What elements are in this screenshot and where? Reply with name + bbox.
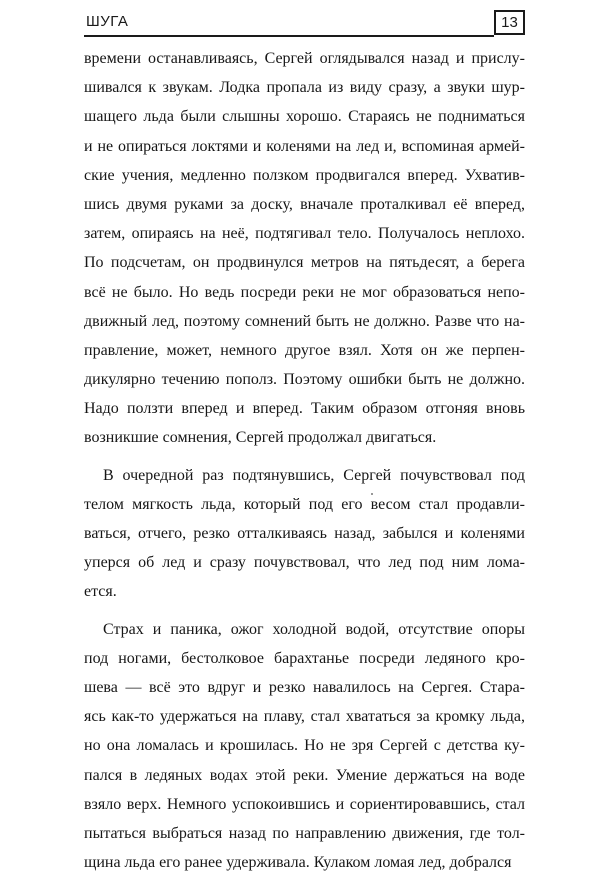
text-line: времени останавливаясь, Сергей оглядывался назад и прислу- bbox=[84, 50, 525, 67]
text-line: По подсчетам, он продвинулся метров на пятьдесят, а берега bbox=[84, 254, 525, 272]
text-line: всё не было. Но ведь посреди реки не мог образоваться непо- bbox=[84, 283, 525, 301]
scan-speck bbox=[371, 493, 373, 495]
text-line: шивался к звукам. Лодка пропала из виду сразу, а звуки шур- bbox=[84, 79, 525, 97]
header-rule bbox=[84, 35, 494, 37]
text-line: шись двумя руками за доску, вначале проталкивал её вперед, bbox=[84, 195, 525, 213]
text-line: под ногами, бестолковое барахтанье посреди ледяного кро- bbox=[84, 649, 525, 667]
text-line: Страх и паника, ожог холодной водой, отсутствие опоры bbox=[103, 620, 525, 638]
text-line: возникшие сомнения, Сергей продолжал двигаться. bbox=[84, 429, 437, 447]
text-line: щина льда его ранее удерживала. Кулаком ломая лед, добрался bbox=[84, 854, 512, 872]
text-line: телом мягкость льда, который под его весом стал продавли- bbox=[84, 495, 525, 513]
text-line: взяло верх. Немного успокоившись и сориентировавшись, стал bbox=[84, 795, 525, 813]
text-line: Надо ползти вперед и вперед. Таким образом отгоняя вновь bbox=[84, 400, 525, 418]
text-line: шащего льда были слышны хорошо. Стараясь не подниматься bbox=[84, 108, 525, 126]
paragraph bbox=[84, 44, 525, 453]
text-line: но она ломалась и крошилась. Но не зря Сергей с детства ку- bbox=[84, 737, 525, 755]
running-header bbox=[84, 10, 525, 40]
paragraph bbox=[84, 461, 525, 607]
text-line: ется. bbox=[84, 583, 117, 601]
text-line: и не опираться локтями и коленями на лед и, вспоминая армей- bbox=[84, 137, 525, 155]
text-line: затем, опираясь на неё, подтягивал тело. Получалось неплохо. bbox=[84, 225, 525, 243]
text-line: движный лед, поэтому сомнений быть не должно. Разве что на- bbox=[84, 312, 525, 330]
paragraph bbox=[84, 615, 525, 877]
text-line: пался в ледяных водах этой реки. Умение держаться на воде bbox=[84, 766, 525, 784]
text-line: ясь как-то удержаться на плаву, стал хвататься за кромку льда, bbox=[84, 708, 525, 726]
text-line: пытаться выбраться назад по направлению движения, где тол- bbox=[84, 824, 525, 842]
text-line: шева — всё это вдруг и резко навалилось на Сергея. Стара- bbox=[84, 678, 525, 696]
page-number: 13 bbox=[494, 10, 525, 35]
text-line: В очередной раз подтянувшись, Сергей почувствовал под bbox=[103, 466, 525, 484]
chapter-title: ШУГА bbox=[86, 13, 129, 30]
text-line: ские учения, медленно ползком продвигался вперед. Ухватив- bbox=[84, 166, 525, 184]
text-line: правление, может, немного другое взял. Хотя он же перпен- bbox=[84, 341, 525, 359]
text-line: уперся об лед и сразу почувствовал, что лед под ним лома- bbox=[84, 554, 525, 572]
text-line: дикулярно течению пополз. Поэтому ошибки быть не должно. bbox=[84, 371, 525, 389]
text-line: ваться, отчего, резко отталкиваясь назад, забылся и коленями bbox=[84, 525, 525, 542]
body-text bbox=[84, 44, 525, 877]
